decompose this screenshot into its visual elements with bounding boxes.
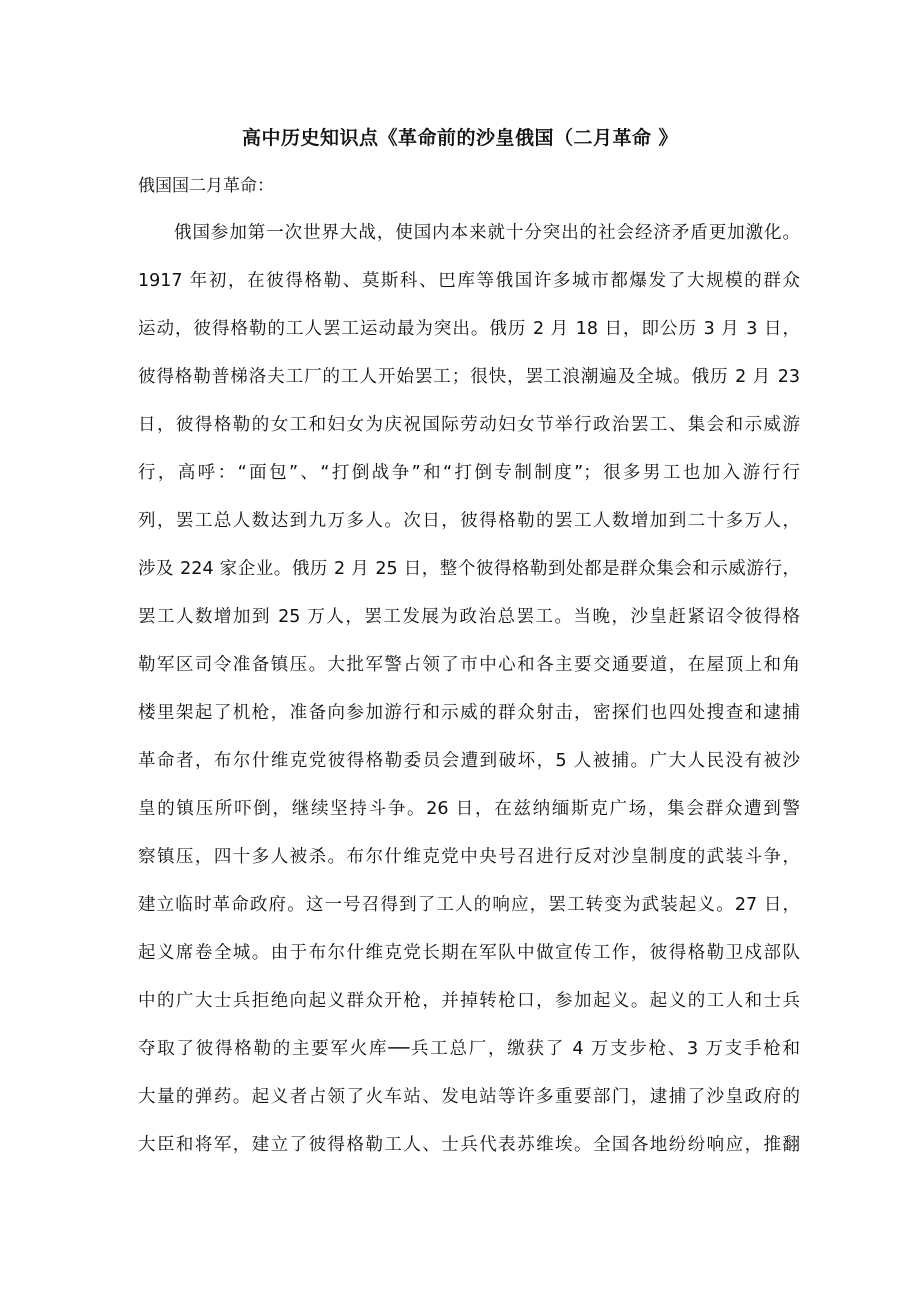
document-title: 高中历史知识点《革命前的沙皇俄国（二月革命 》	[241, 127, 679, 149]
paragraph-line: 勒军区司令准备镇压。大批军警占领了市中心和各主要交通要道，在屋顶上和角	[138, 655, 800, 675]
paragraph-line: 起义席卷全城。由于布尔什维克党长期在军队中做宣传工作，彼得格勒卫戍部队	[138, 943, 800, 963]
paragraph-line: 夺取了彼得格勒的主要军火库──兵工总厂，缴获了 4 万支步枪、3 万支手枪和	[138, 1039, 800, 1059]
paragraph-line: 俄国参加第一次世界大战，使国内本来就十分突出的社会经济矛盾更加激化。	[174, 223, 800, 243]
paragraph-line: 建立临时革命政府。这一号召得到了工人的响应，罢工转变为武装起义。27 日，	[138, 895, 800, 915]
paragraph-line: 行，高呼：“面包”、“打倒战争”和“打倒专制制度”；很多男工也加入游行行	[138, 463, 800, 483]
body-paragraph	[138, 218, 800, 1178]
paragraph-line: 罢工人数增加到 25 万人，罢工发展为政治总罢工。当晚，沙皇赶紧诏令彼得格	[138, 607, 800, 627]
paragraph-line: 列，罢工总人数达到九万多人。次日，彼得格勒的罢工人数增加到二十多万人，	[138, 511, 800, 531]
paragraph-line: 涉及 224 家企业。俄历 2 月 25 日，整个彼得格勒到处都是群众集会和示威游行，	[138, 559, 800, 579]
paragraph-line: 运动，彼得格勒的工人罢工运动最为突出。俄历 2 月 18 日，即公历 3 月 3 日，	[138, 319, 800, 339]
section-heading: 俄国国二月革命：	[138, 176, 274, 196]
paragraph-line: 楼里架起了机枪，准备向参加游行和示威的群众射击，密探们也四处搜查和逮捕	[138, 703, 800, 723]
paragraph-line: 皇的镇压所吓倒，继续坚持斗争。26 日，在兹纳缅斯克广场，集会群众遭到警	[138, 799, 800, 819]
paragraph-line: 察镇压，四十多人被杀。布尔什维克党中央号召进行反对沙皇制度的武装斗争，	[138, 847, 800, 867]
paragraph-line: 大臣和将军，建立了彼得格勒工人、士兵代表苏维埃。全国各地纷纷响应，推翻	[138, 1135, 800, 1155]
paragraph-line: 日，彼得格勒的女工和妇女为庆祝国际劳动妇女节举行政治罢工、集会和示威游	[138, 415, 800, 435]
paragraph-line: 大量的弹药。起义者占领了火车站、发电站等许多重要部门，逮捕了沙皇政府的	[138, 1087, 800, 1107]
paragraph-line: 中的广大士兵拒绝向起义群众开枪，并掉转枪口，参加起义。起义的工人和士兵	[138, 991, 800, 1011]
paragraph-line: 革命者，布尔什维克党彼得格勒委员会遭到破坏，5 人被捕。广大人民没有被沙	[138, 751, 800, 771]
paragraph-line: 1917 年初，在彼得格勒、莫斯科、巴库等俄国许多城市都爆发了大规模的群众	[138, 271, 800, 291]
paragraph-line: 彼得格勒普梯洛夫工厂的工人开始罢工；很快，罢工浪潮遍及全城。俄历 2 月 23	[138, 367, 800, 387]
